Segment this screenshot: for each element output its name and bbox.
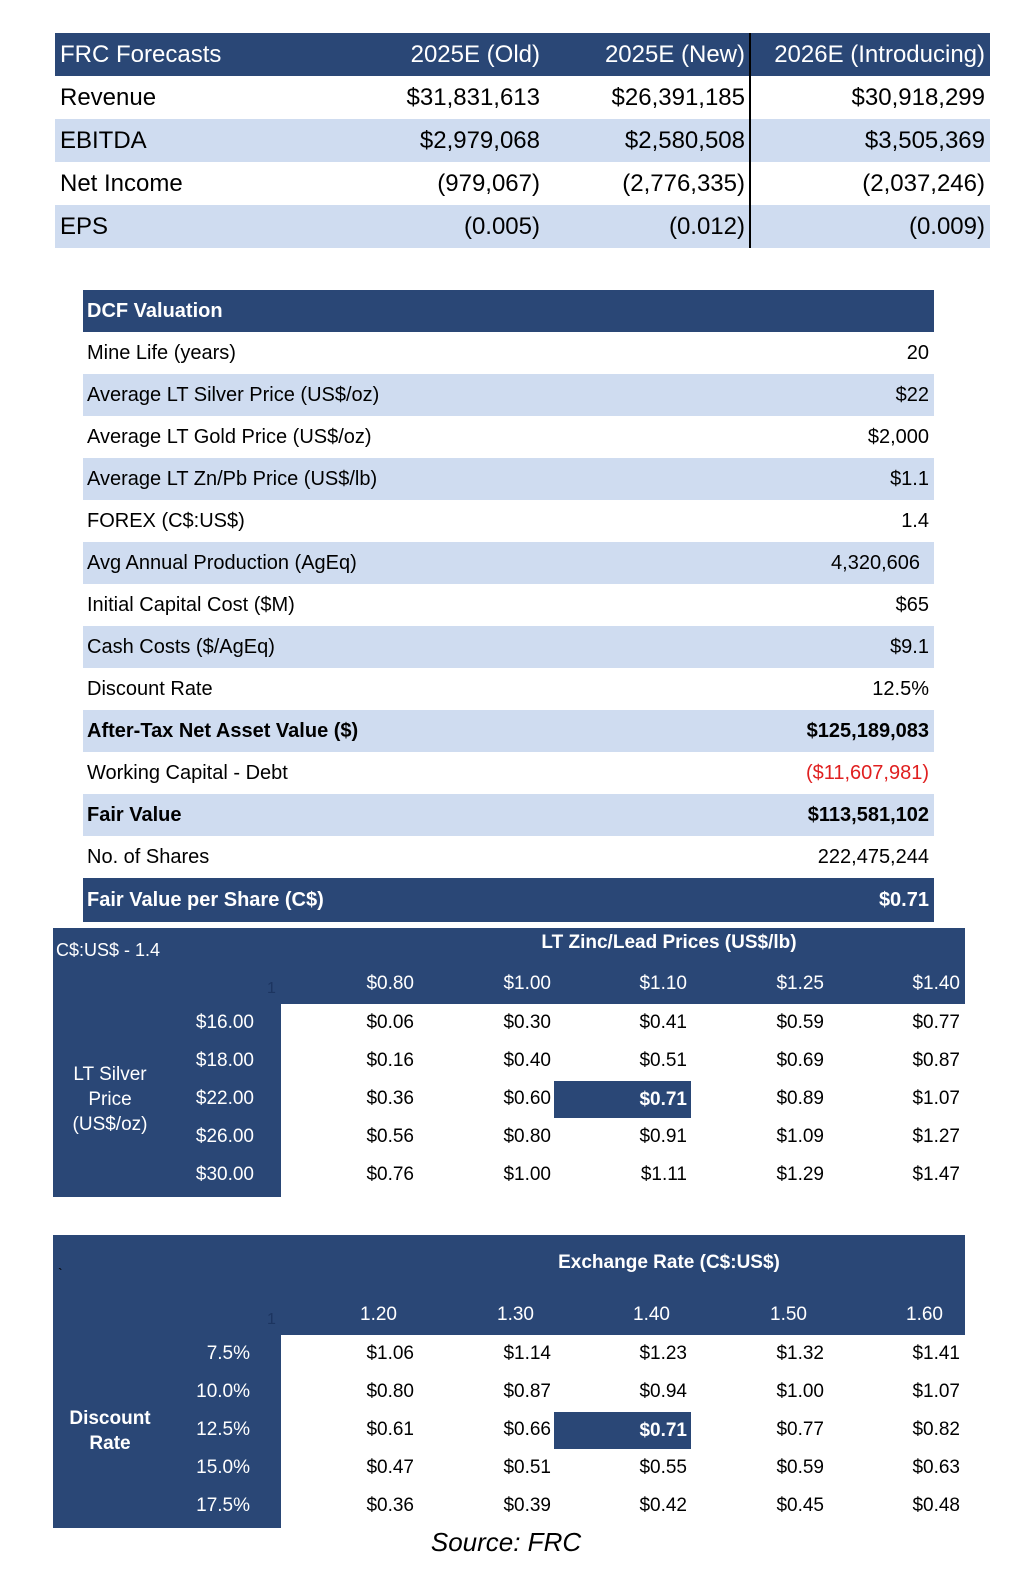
dcf-row-value: ($11,607,981) — [805, 762, 929, 784]
sens1-cell: $0.41 — [639, 1012, 687, 1033]
dcf-row — [83, 584, 934, 626]
sens1-row-title-line: (US$/oz) — [72, 1114, 148, 1135]
dcf-row-value: $2,000 — [867, 426, 929, 448]
sens1-cell: $0.16 — [366, 1050, 414, 1071]
sens2-cell: $1.06 — [366, 1343, 414, 1364]
forecast-cell: $31,831,613 — [406, 84, 540, 111]
forecast-row-label: EPS — [60, 213, 109, 240]
sens1-row-header: $30.00 — [195, 1164, 254, 1185]
sens2-cell: $1.23 — [639, 1343, 687, 1364]
sens2-cell: $1.07 — [912, 1381, 960, 1402]
dcf-row-label: Avg Annual Production (AgEq) — [87, 552, 357, 574]
sens1-cell: $1.07 — [912, 1088, 960, 1109]
dcf-row-value: $125,189,083 — [806, 720, 929, 742]
forecast-row-label: EBITDA — [60, 127, 147, 154]
forecast-cell: (2,037,246) — [862, 170, 985, 197]
dcf-row-value: $113,581,102 — [807, 804, 929, 826]
sensitivity-table-zinc-silver — [53, 928, 965, 1197]
sens1-cell: $1.11 — [640, 1164, 687, 1185]
sensitivity-table-fx-discount — [53, 1235, 965, 1528]
source-caption: Source: FRC — [430, 1527, 582, 1557]
sens1-cell: $1.47 — [912, 1164, 960, 1185]
sens1-corner: C$:US$ - 1.4 — [56, 940, 161, 960]
sens1-cell: $0.69 — [776, 1050, 824, 1071]
sens2-row-header: 17.5% — [196, 1495, 250, 1516]
dcf-row-label: Average LT Silver Price (US$/oz) — [87, 384, 380, 406]
forecast-cell: (0.009) — [908, 213, 985, 240]
sens1-col-header: $1.25 — [776, 973, 824, 994]
dcf-row — [83, 836, 934, 878]
forecast-row-net-income — [55, 162, 990, 205]
sens2-cell: $0.55 — [639, 1457, 687, 1478]
sens2-row-header: 12.5% — [196, 1419, 250, 1440]
forecast-header-label: FRC Forecasts — [60, 41, 222, 68]
dcf-row-label: Initial Capital Cost ($M) — [87, 594, 295, 616]
sens1-cell: $0.40 — [503, 1050, 551, 1071]
sens2-cell: $0.61 — [366, 1419, 414, 1440]
dcf-row-value: $65 — [895, 594, 929, 616]
forecast-cell: $30,918,299 — [851, 84, 985, 111]
sens1-cell: $1.29 — [776, 1164, 824, 1185]
sens2-cell: $0.42 — [639, 1495, 687, 1516]
sens2-cell: $0.94 — [639, 1381, 687, 1402]
sens1-row-title-line: Price — [88, 1089, 132, 1110]
dcf-row-value: $22 — [895, 384, 929, 406]
forecast-column-divider — [749, 33, 751, 248]
sens1-cell: $0.76 — [366, 1164, 414, 1185]
forecast-cell: (2,776,335) — [622, 170, 745, 197]
sens2-cell: $0.80 — [366, 1381, 414, 1402]
dcf-row-value: 222,475,244 — [817, 846, 929, 868]
dcf-row-value: 12.5% — [872, 678, 929, 700]
sens1-col-header: $1.10 — [639, 973, 687, 994]
sens2-cell: $0.36 — [366, 1495, 414, 1516]
sens2-row-header: 7.5% — [206, 1343, 250, 1364]
forecast-cell: $2,580,508 — [624, 127, 745, 154]
sens1-title: LT Zinc/Lead Prices (US$/lb) — [541, 932, 797, 953]
dcf-row-label: After-Tax Net Asset Value ($) — [87, 720, 359, 742]
sens2-cell: $0.82 — [912, 1419, 960, 1440]
dcf-row-value: 4,320,606 — [831, 552, 920, 574]
sens2-corner: ` — [58, 1265, 63, 1281]
dcf-row — [83, 668, 934, 710]
dcf-row — [83, 374, 934, 416]
sens2-cell: $0.63 — [912, 1457, 960, 1478]
dcf-title: DCF Valuation — [87, 300, 223, 322]
sens2-cell: $0.48 — [912, 1495, 960, 1516]
sens1-cell: $0.56 — [366, 1126, 414, 1147]
sens2-row-title-line: Rate — [89, 1433, 131, 1454]
forecast-header-intro: 2026E (Introducing) — [774, 41, 985, 68]
forecast-cell: (0.012) — [668, 213, 745, 240]
sens2-cell-base-case: $0.71 — [554, 1412, 691, 1449]
sens1-cell-base-case: $0.71 — [554, 1081, 691, 1118]
forecast-cell: $26,391,185 — [611, 84, 745, 111]
dcf-row — [83, 332, 934, 374]
sens1-marker: 1 — [267, 980, 276, 997]
sens2-cell: $0.87 — [503, 1381, 551, 1402]
sens2-cell: $1.14 — [503, 1343, 551, 1364]
forecast-cell: (0.005) — [463, 213, 540, 240]
sens1-cell: $1.09 — [776, 1126, 824, 1147]
sens2-col-header: 1.30 — [497, 1304, 534, 1325]
sens2-col-header: 1.50 — [770, 1304, 807, 1325]
dcf-row — [83, 752, 934, 794]
dcf-footer-row — [83, 878, 934, 922]
dcf-footer-label: Fair Value per Share (C$) — [87, 889, 324, 911]
sens2-cell: $0.47 — [366, 1457, 414, 1478]
sens1-cell: $0.59 — [776, 1012, 824, 1033]
dcf-row — [83, 542, 934, 584]
forecast-row-label: Revenue — [60, 84, 157, 111]
sens1-cell: $0.91 — [639, 1126, 687, 1147]
sens1-cell: $0.77 — [912, 1012, 960, 1033]
dcf-row-nav — [83, 710, 934, 752]
sens2-col-header: 1.60 — [906, 1304, 943, 1325]
dcf-row — [83, 626, 934, 668]
dcf-row-value: $9.1 — [890, 636, 929, 658]
sens1-row-title — [53, 1062, 167, 1137]
sens1-cell: $0.30 — [503, 1012, 551, 1033]
dcf-row-label: Average LT Zn/Pb Price (US$/lb) — [87, 468, 378, 490]
dcf-row-value: 20 — [906, 342, 929, 364]
sens2-cell: $1.41 — [912, 1343, 960, 1364]
sens1-cell: $0.80 — [503, 1126, 551, 1147]
dcf-row-label: Mine Life (years) — [87, 342, 236, 364]
forecast-header-row — [55, 33, 990, 76]
sens2-title: Exchange Rate (C$:US$) — [558, 1252, 780, 1273]
dcf-row-label: No. of Shares — [87, 846, 210, 868]
dcf-row — [83, 458, 934, 500]
sens2-row-header: 10.0% — [196, 1381, 250, 1402]
sens1-row-title-line: LT Silver — [73, 1064, 147, 1085]
sens1-row-header: $18.00 — [195, 1050, 254, 1071]
sens1-cell: $0.89 — [776, 1088, 824, 1109]
sens2-col-header: 1.20 — [360, 1304, 397, 1325]
forecast-row-eps — [55, 205, 990, 248]
forecast-row-revenue — [55, 76, 990, 119]
sens1-cell: $0.87 — [912, 1050, 960, 1071]
sens2-cell: $0.51 — [503, 1457, 551, 1478]
sens2-cell: $0.39 — [503, 1495, 551, 1516]
dcf-row-label: Cash Costs ($/AgEq) — [87, 636, 275, 658]
sens2-row-title-line: Discount — [69, 1408, 151, 1429]
dcf-title-row — [83, 290, 934, 332]
sens1-cell: $1.00 — [503, 1164, 551, 1185]
sens1-col-header: $1.00 — [503, 973, 551, 994]
forecast-cell: $2,979,068 — [419, 127, 540, 154]
dcf-row-value: $1.1 — [890, 468, 929, 490]
forecast-header-new: 2025E (New) — [604, 41, 745, 68]
sens1-row-header: $22.00 — [195, 1088, 254, 1109]
forecast-header-old: 2025E (Old) — [410, 41, 540, 68]
sens2-cell: $0.59 — [776, 1457, 824, 1478]
sens2-cell: $0.45 — [776, 1495, 824, 1516]
sens1-cell: $0.06 — [366, 1012, 414, 1033]
dcf-footer-value: $0.71 — [878, 889, 929, 911]
sens1-row-header: $16.00 — [195, 1012, 254, 1033]
sens2-col-header: 1.40 — [633, 1304, 670, 1325]
sens1-col-header: $0.80 — [366, 973, 414, 994]
sens1-col-header: $1.40 — [912, 973, 960, 994]
sens1-row-header: $26.00 — [195, 1126, 254, 1147]
sens2-cell: $1.00 — [776, 1381, 824, 1402]
sens2-cell: $0.77 — [776, 1419, 824, 1440]
dcf-row-label: Average LT Gold Price (US$/oz) — [87, 426, 372, 448]
dcf-row — [83, 416, 934, 458]
forecast-cell: $3,505,369 — [864, 127, 985, 154]
sens2-cell: $1.32 — [776, 1343, 824, 1364]
dcf-row-value: 1.4 — [901, 510, 929, 532]
dcf-row-label: Discount Rate — [87, 678, 213, 700]
dcf-row-label: Working Capital - Debt — [87, 762, 288, 784]
sens2-row-title — [53, 1406, 167, 1456]
dcf-row-label: FOREX (C$:US$) — [87, 510, 245, 532]
sens2-row-header: 15.0% — [196, 1457, 250, 1478]
forecast-row-ebitda — [55, 119, 990, 162]
sens1-cell: $1.27 — [912, 1126, 960, 1147]
sens2-cell: $0.66 — [503, 1419, 551, 1440]
forecast-cell: (979,067) — [437, 170, 540, 197]
dcf-row-label: Fair Value — [87, 804, 182, 826]
dcf-row — [83, 500, 934, 542]
dcf-row-fair-value — [83, 794, 934, 836]
sens2-marker: 1 — [267, 1311, 276, 1328]
sens1-cell: $0.36 — [366, 1088, 414, 1109]
sens1-cell: $0.60 — [503, 1088, 551, 1109]
sens1-cell: $0.51 — [639, 1050, 687, 1071]
forecast-row-label: Net Income — [60, 170, 183, 197]
